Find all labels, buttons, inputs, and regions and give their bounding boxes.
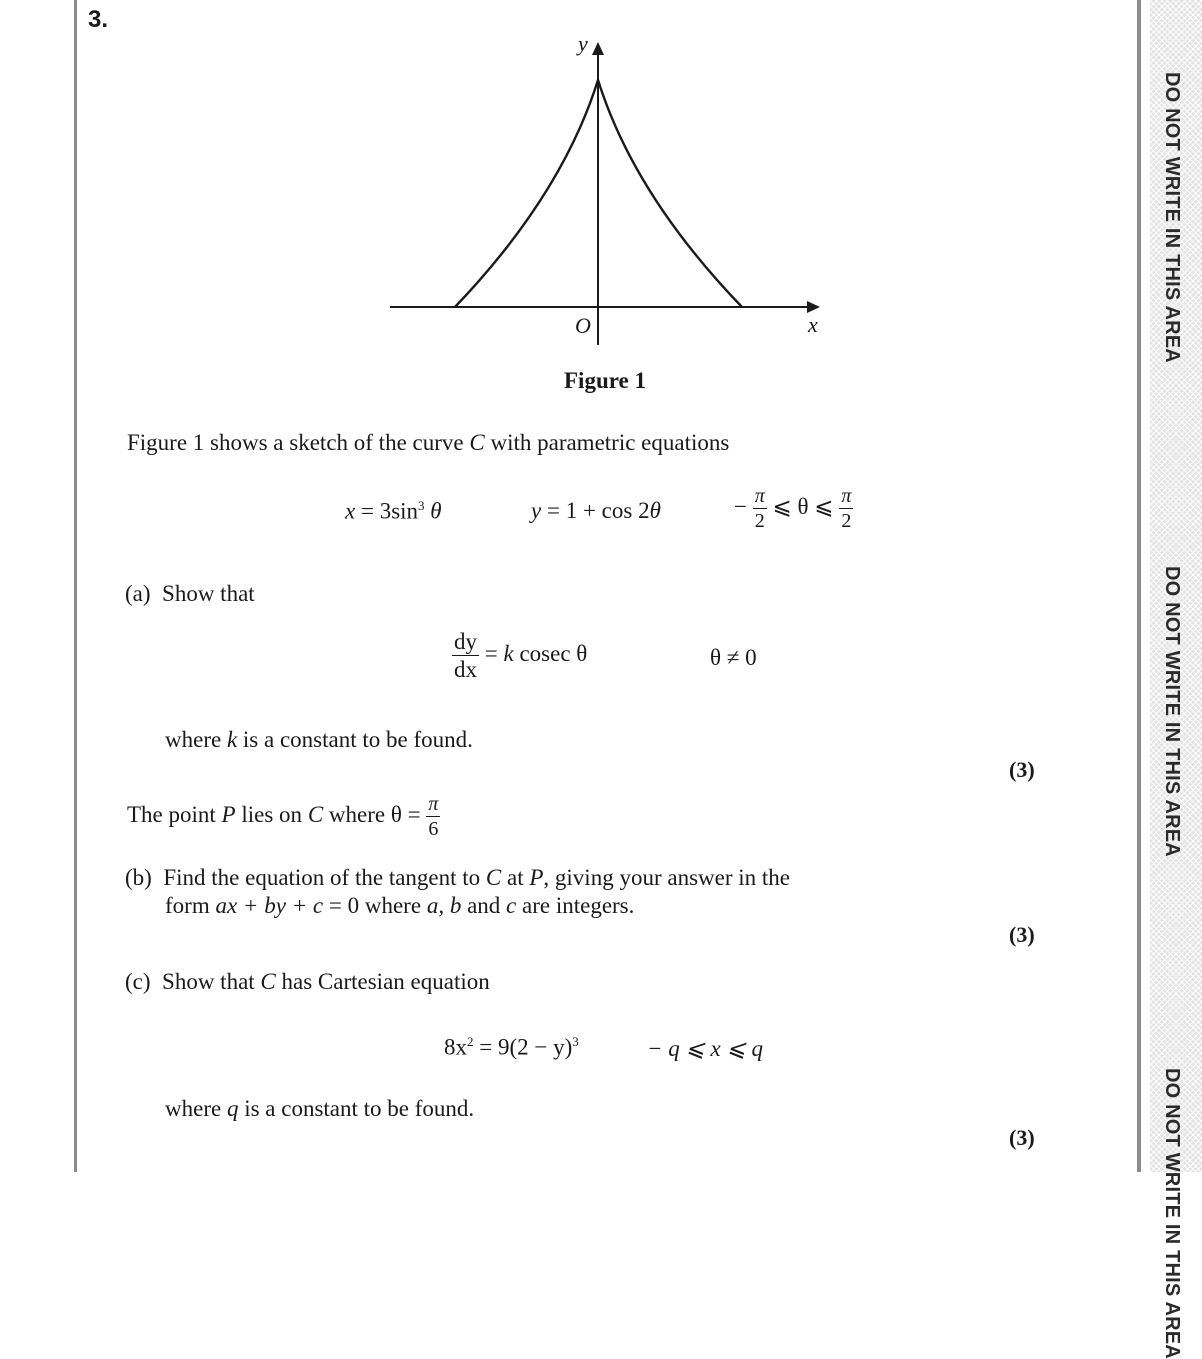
- part-b-line-1: (b) Find the equation of the tangent to C at P, giving your answer in the: [125, 865, 790, 890]
- part-b-line-2: form ax + by + c = 0 where a, b and c are integers.: [165, 893, 635, 918]
- part-a-marks: (3): [1009, 757, 1035, 782]
- margin-warning-2: DO NOT WRITE IN THIS AREA: [1161, 566, 1183, 857]
- y-axis-label: y: [578, 31, 588, 56]
- part-a-prompt: (a) Show that: [125, 581, 255, 606]
- figure-caption: Figure 1: [564, 368, 646, 393]
- cartesian-equation: $8x^2 = 9(2 - y)^3$: [444, 1034, 579, 1060]
- point-p-statement: The point P lies on C where θ = $\frac{\pi}{6}$: [127, 793, 439, 840]
- part-c-prompt: (c) Show that C has Cartesian equation: [125, 969, 490, 994]
- x-axis-label: x: [808, 312, 818, 337]
- y-axis-arrow: [592, 42, 604, 55]
- theta-range: − $\frac{\pi}{2}$ ⩽ θ ⩽ $\frac{\pi}{2}$: [734, 485, 852, 532]
- curve-left-branch: [455, 80, 598, 307]
- margin-warning-1: DO NOT WRITE IN THIS AREA: [1161, 72, 1183, 363]
- curve-right-branch: [598, 80, 742, 307]
- part-b-marks: (3): [1009, 922, 1035, 947]
- question-number: 3.: [88, 6, 109, 33]
- left-border-rule: [74, 0, 77, 1172]
- y-equation: y = 1 + cos 2θ: [531, 498, 661, 523]
- intro-text: Figure 1 shows a sketch of the curve C with parametric equations: [127, 430, 730, 455]
- derivative-equation: $\frac{dy}{dx}$ = k cosec θ: [454, 629, 588, 682]
- x-equation: $x = 3\sin^3$ θ: [345, 498, 442, 524]
- part-c-marks: (3): [1009, 1125, 1035, 1150]
- part-c-where: where q is a constant to be found.: [165, 1096, 475, 1121]
- part-a-where: where k is a constant to be found.: [165, 727, 473, 752]
- x-range: − q ⩽ x ⩽ q: [647, 1036, 764, 1061]
- origin-label: O: [575, 313, 591, 338]
- theta-condition: θ ≠ 0: [710, 645, 757, 670]
- figure-1-sketch: [380, 30, 830, 360]
- right-border-rule: [1137, 0, 1141, 1172]
- margin-warning-3: DO NOT WRITE IN THIS AREA: [1161, 1068, 1183, 1359]
